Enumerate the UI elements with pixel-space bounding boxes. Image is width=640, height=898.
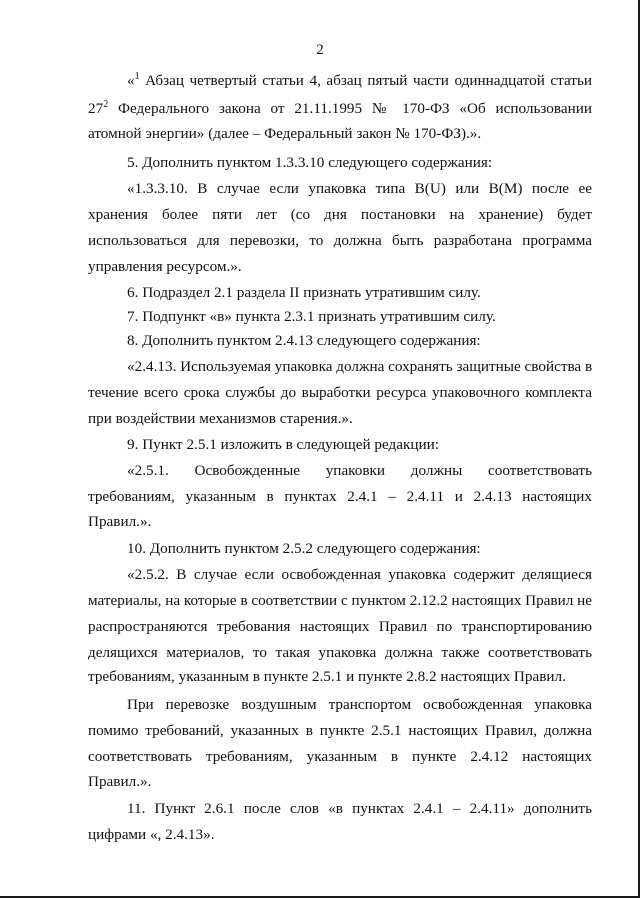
paragraph-heading: 5. Дополнить пунктом 1.3.3.10 следующего содержания: — [127, 154, 493, 171]
text-line: делящихся материалов, то такая упаковка должна также соответствовать — [88, 644, 592, 661]
text-line: хранения более пяти лет (со дня постановки на хранение) будет — [88, 206, 592, 223]
text-line: 11. Пункт 2.6.1 после слов «в пунктах 2.4.1 – 2.4.11» дополнить — [127, 800, 592, 817]
text-line: требованиям, указанным в пунктах 2.4.1 – 2.4.11 и 2.4.13 настоящих — [88, 488, 592, 505]
text-line: атомной энергии» (далее – Федеральный закон № 170-ФЗ).». — [88, 125, 482, 142]
text-line: помимо требований, указанных в пункте 2.5.1 настоящих Правил, должна — [88, 722, 592, 739]
text-line: «2.5.2. В случае если освобожденная упаковка содержит делящиеся — [127, 566, 592, 583]
text-line: «$^1$ Абзац четвертый статьи 4, абзац пятый части одиннадцатой статьи — [127, 71, 592, 89]
text-line: «1.3.3.10. В случае если упаковка типа B(U) или B(M) после ее — [127, 180, 592, 197]
text-line: течение всего срока службы до выработки ресурса упаковочного комплекта — [88, 384, 592, 401]
text-line: «2.4.13. Используемая упаковка должна сохранять защитные свойства в — [127, 358, 593, 375]
paragraph-heading: 6. Подраздел 2.1 раздела II признать утратившим силу. — [127, 284, 481, 301]
paragraph-heading: 10. Дополнить пунктом 2.5.2 следующего содержания: — [127, 540, 481, 557]
text-line: при воздействии механизмов старения.». — [88, 410, 353, 427]
text-line: материалы, на которые в соответствии с пунктом 2.12.2 настоящих Правил не — [88, 592, 592, 609]
paragraph-heading: 8. Дополнить пунктом 2.4.13 следующего содержания: — [127, 332, 481, 349]
paragraph-heading: 7. Подпункт «в» пункта 2.3.1 признать утратившим силу. — [127, 308, 496, 325]
text-line: управления ресурсом.». — [88, 258, 242, 275]
paragraph-heading: 9. Пункт 2.5.1 изложить в следующей редакции: — [127, 436, 440, 453]
text-line: Правил.». — [88, 513, 152, 530]
text-line: Правил.». — [88, 773, 152, 790]
text-line: требованиям, указанным в пункте 2.5.1 и пункте 2.8.2 настоящих Правил. — [88, 668, 566, 685]
text-line: цифрами «, 2.4.13». — [88, 826, 215, 843]
text-line: «2.5.1. Освобожденные упаковки должны соответствовать — [127, 462, 592, 479]
text-line: распространяются требования настоящих Правил по транспортированию — [88, 618, 592, 635]
text-line: соответствовать требованиям, указанным в пункте 2.4.12 настоящих — [88, 748, 592, 765]
text-line: При перевозке воздушным транспортом освобожденная упаковка — [127, 696, 592, 713]
text-line: использоваться для перевозки, то должна быть разработана программа — [88, 232, 592, 249]
page-number: 2 — [316, 42, 324, 58]
text-line: $27^2$ Федерального закона от 21.11.1995 № 170-ФЗ «Об использовании — [88, 99, 592, 117]
